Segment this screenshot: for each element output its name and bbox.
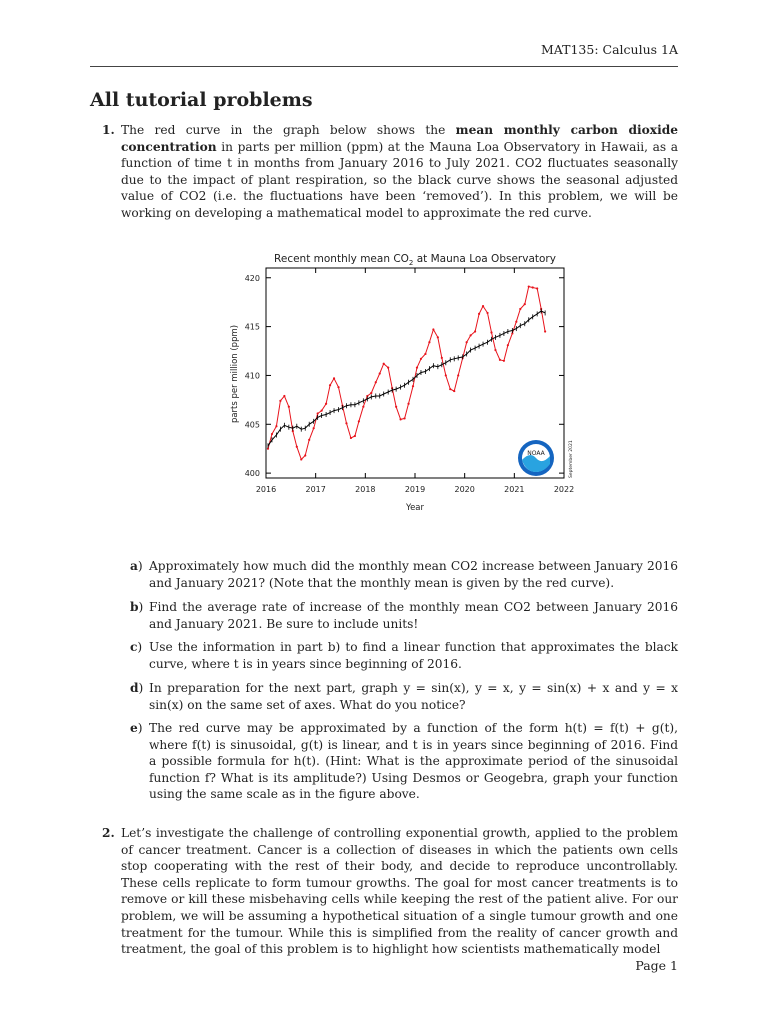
monthly-point (544, 330, 546, 332)
part-d-text: In preparation for the next part, graph y = sin(x), y = x, y = sin(x) + x and y = x sin(x) on the same set of axes. What do you notice? (149, 681, 678, 712)
problem-1-number: 1. (102, 123, 115, 137)
monthly-point (300, 458, 302, 460)
monthly-point (387, 367, 389, 369)
monthly-point (279, 400, 281, 402)
page-number: Page 1 (635, 958, 678, 973)
monthly-point (474, 330, 476, 332)
monthly-point (466, 341, 468, 343)
part-c-label: c) (130, 640, 143, 654)
x-tick-label-2020: 2020 (454, 485, 475, 494)
plot-frame (266, 268, 564, 478)
part-e-text: The red curve may be approximated by a function of the form h(t) = f(t) + g(t), where f(t) is sinusoidal, g(t) is linear, and t is in years since beginning of 2016. Find a possible formula for h(t). (Hint: What is the approximate period of the sinusoidal function f? What is its amplitude?) Using Desmos or Geogebra, graph your function using the same scale as in the figure above. (149, 721, 678, 802)
y-tick-label-400: 400 (244, 469, 260, 479)
monthly-point (358, 420, 360, 422)
course-header: MAT135: Calculus 1A (540, 42, 678, 57)
monthly-point (296, 446, 298, 448)
monthly-point (395, 406, 397, 408)
noaa-logo-text: NOAA (527, 450, 545, 457)
monthly-point (325, 403, 327, 405)
y-tick-label-405: 405 (244, 420, 260, 430)
monthly-point (486, 312, 488, 314)
monthly-point (337, 386, 339, 388)
monthly-point (370, 392, 372, 394)
monthly-point (275, 425, 277, 427)
x-tick-label-2021: 2021 (504, 485, 525, 494)
x-tick-label-2017: 2017 (305, 485, 326, 494)
x-tick-label-2016: 2016 (255, 485, 277, 494)
part-d (130, 680, 678, 713)
problem-2 (90, 825, 678, 958)
part-e (130, 720, 678, 803)
monthly-point (321, 410, 323, 412)
monthly-point (494, 349, 496, 351)
y-tick-label-410: 410 (244, 371, 260, 381)
x-tick-label-2022: 2022 (553, 485, 575, 494)
part-b-label: b) (130, 600, 144, 614)
x-tick-label-2018: 2018 (355, 485, 376, 494)
monthly-point (482, 305, 484, 307)
part-b (130, 599, 678, 632)
co2-chart-svg (222, 246, 592, 516)
noaa-logo (518, 440, 554, 476)
monthly-point (424, 353, 426, 355)
monthly-point (432, 328, 434, 330)
part-c-text: Use the information in part b) to find a linear function that approximates the black curve, where t is in years since beginning of 2016. (149, 640, 678, 671)
monthly-point (399, 418, 401, 420)
chart-side-text: September 2021 (569, 440, 574, 478)
monthly-point (499, 359, 501, 361)
monthly-point (445, 374, 447, 376)
monthly-point (428, 341, 430, 343)
monthly-point (407, 403, 409, 405)
monthly-point (308, 439, 310, 441)
monthly-point (379, 372, 381, 374)
monthly-point (329, 384, 331, 386)
monthly-point (536, 287, 538, 289)
part-e-label: e) (130, 721, 143, 735)
part-a-label: a) (130, 559, 143, 573)
monthly-point (437, 336, 439, 338)
monthly-point (271, 433, 273, 435)
monthly-point (412, 385, 414, 387)
header-rule (90, 66, 678, 67)
problem-1-text-a: The red curve in the graph below shows the (121, 123, 456, 137)
problem-2-number: 2. (102, 826, 115, 840)
monthly-point (383, 363, 385, 365)
part-c (130, 639, 678, 672)
monthly-point (515, 321, 517, 323)
problem-1-text-b: in parts per million (ppm) at the Mauna Loa Observatory in Hawaii, as a function of time t in months from January 2016 to July 2021. CO2 fluctuates seasonally due to the impact of plant respiration, so the black curve shows the seasonal adjusted value of CO2 (i.e. the fluctuations have been ‘removed’). In this problem, we will be working on developing a mathematical model to approximate the red curve. (121, 139, 678, 220)
monthly-point (490, 331, 492, 333)
monthly-point (288, 406, 290, 408)
monthly-point (350, 437, 352, 439)
y-tick-label-420: 420 (244, 273, 260, 283)
series-monthly-line (268, 287, 545, 460)
monthly-point (362, 406, 364, 408)
monthly-point (441, 357, 443, 359)
part-b-text: Find the average rate of increase of the monthly mean CO2 between January 2016 and January 2021. Be sure to include units! (149, 600, 678, 631)
y-tick-label-415: 415 (244, 322, 260, 332)
monthly-point (519, 308, 521, 310)
monthly-point (403, 417, 405, 419)
monthly-point (283, 395, 285, 397)
monthly-point (449, 388, 451, 390)
monthly-point (524, 303, 526, 305)
monthly-point (457, 374, 459, 376)
monthly-point (528, 285, 530, 287)
monthly-point (503, 360, 505, 362)
monthly-point (345, 422, 347, 424)
monthly-point (453, 390, 455, 392)
problem-1-text (121, 122, 678, 222)
monthly-point (304, 454, 306, 456)
problem-1-bold: mean monthly carbon dioxide concentration (121, 123, 678, 154)
part-a (130, 558, 678, 591)
problem-1 (90, 122, 678, 222)
x-tick-label-2019: 2019 (404, 485, 426, 494)
monthly-point (416, 367, 418, 369)
y-axis-label: parts per million (ppm) (230, 324, 240, 424)
monthly-point (532, 286, 534, 288)
monthly-point (507, 344, 509, 346)
monthly-point (470, 334, 472, 336)
problem-2-text: Let’s investigate the challenge of controlling exponential growth, applied to the problem of cancer treatment. Cancer is a collection of diseases in which the patients own cells stop cooperating with the rest of their body, and decide to reproduce uncontrollably. These cells replicate to form tumour growths. The goal for most cancer treatments is to remove or kill these misbehaving cells while keeping the rest of the patient alive. For our problem, we will be assuming a hypothetical situation of a single tumour growth and one treatment for the tumour. While this is simplified from the reality of cancer growth and treatment, the goal of this problem is to highlight how scientists mathematically model (121, 826, 678, 957)
monthly-point (420, 358, 422, 360)
monthly-point (478, 313, 480, 315)
monthly-point (317, 412, 319, 414)
x-axis-label: Year (406, 503, 424, 513)
part-d-label: d) (130, 681, 144, 695)
monthly-point (333, 377, 335, 379)
monthly-point (313, 427, 315, 429)
page-title: All tutorial problems (90, 89, 313, 111)
part-a-text: Approximately how much did the monthly mean CO2 increase between January 2016 and January 2021? (Note that the monthly mean is given by the red curve). (149, 559, 678, 590)
monthly-point (354, 435, 356, 437)
monthly-point (375, 381, 377, 383)
co2-chart (222, 246, 592, 520)
chart-title: Recent monthly mean $CO_2$ at Mauna Loa Observatory (274, 253, 556, 267)
